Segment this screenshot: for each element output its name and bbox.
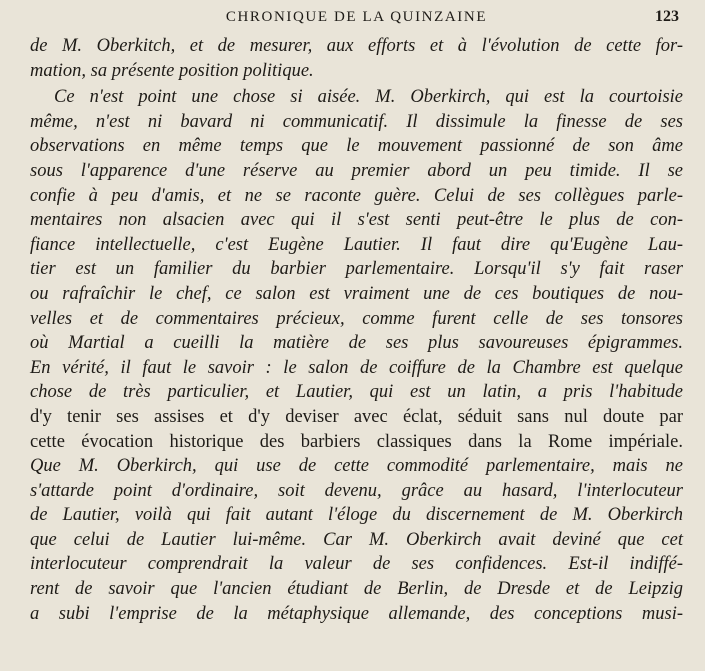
text-line: En vérité, il faut le savoir : le salon de coiffure de la Chambre est quelque [30, 357, 683, 378]
text-line: chose de très particulier, et Lautier, qui est un latin, a pris l'habitude [30, 382, 683, 403]
running-head [30, 0, 683, 34]
text-line: mation, sa présente position politique. [30, 60, 314, 81]
text-line: a subi l'emprise de la métaphysique allemande, des conceptions musi- [30, 603, 683, 624]
body-text [30, 34, 683, 626]
text-line: ou rafraîchir le chef, ce salon est vraiment une de ces boutiques de nou- [30, 283, 683, 304]
text-line: de M. Oberkitch, et de mesurer, aux efforts et à l'évolution de cette for- [30, 36, 683, 56]
text-line: fiance intellectuelle, c'est Eugène Lautier. Il faut dire qu'Eugène Lau- [30, 234, 683, 255]
text-line: d'y tenir ses assises et d'y deviser avec éclat, séduit sans nul doute par [30, 406, 683, 427]
text-line: confie à peu d'amis, et ne se raconte guère. Celui de ses collègues parle- [30, 185, 683, 206]
text-line: que celui de Lautier lui-même. Car M. Oberkirch avait deviné que cet [30, 529, 683, 550]
text-line: rent de savoir que l'ancien étudiant de Berlin, de Dresde et de Leipzig [30, 579, 683, 600]
text-line: même, n'est ni bavard ni communicatif. Il dissimule la finesse de ses [30, 111, 683, 132]
running-title: CHRONIQUE DE LA QUINZAINE [225, 9, 488, 25]
text-line: s'attarde point d'ordinaire, soit devenu, grâce au hasard, l'interlocuteur [30, 480, 683, 501]
text-line: observations en même temps que le mouvement passionné de son âme [30, 136, 683, 157]
text-line: Ce n'est point une chose si aisée. M. Oberkirch, qui est la courtoisie [54, 87, 683, 108]
page-number: 123 [655, 8, 679, 25]
text-line: tier est un familier du barbier parlementaire. Lorsqu'il s'y fait raser [30, 259, 683, 280]
text-line: mentaires non alsacien avec qui il s'est senti peut-être le plus de con- [30, 210, 683, 231]
text-line: velles et de commentaires précieux, comme furent celle de ses tonsores [30, 308, 683, 329]
text-line: où Martial a cueilli la matière de ses plus savoureuses épigrammes. [30, 333, 683, 354]
text-line: sous l'apparence d'une réserve au premier abord un peu timide. Il se [30, 160, 683, 181]
text-line: cette évocation historique des barbiers classiques dans la Rome impériale. [30, 431, 683, 452]
text-line: Que M. Oberkirch, qui use de cette commodité parlementaire, mais ne [30, 456, 683, 477]
text-line: de Lautier, voilà qui fait autant l'éloge du discernement de M. Oberkirch [30, 505, 683, 526]
text-line: interlocuteur comprendrait la valeur de ses confidences. Est-il indiffé- [30, 554, 683, 575]
